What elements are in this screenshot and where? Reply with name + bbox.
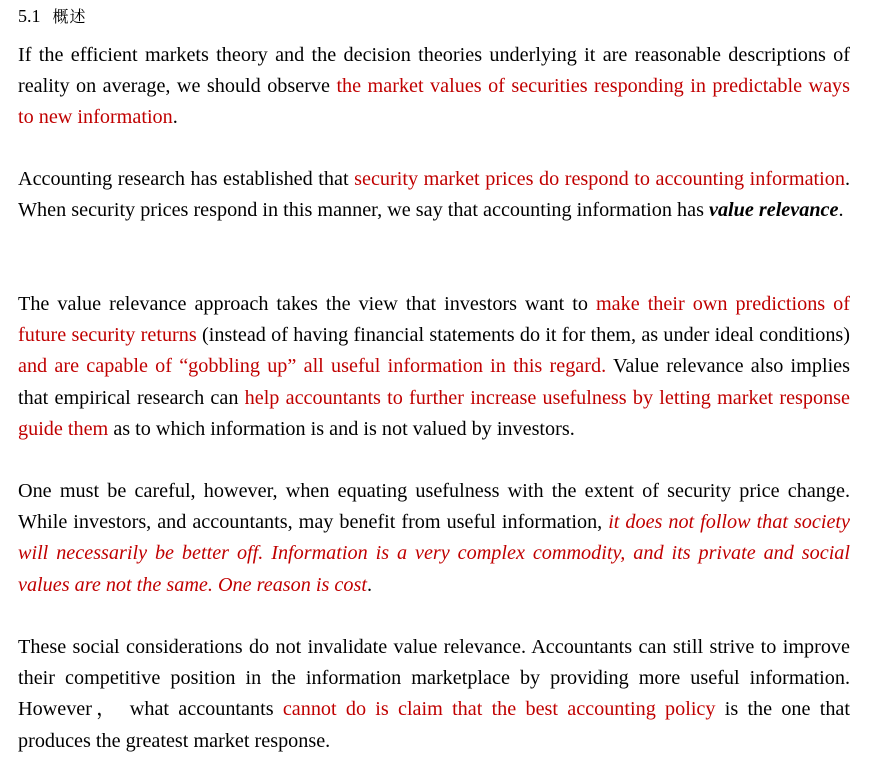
text-segment: Accounting research has established that — [18, 168, 355, 190]
highlighted-text-segment: help accountants to further increase usefulness by letting market response guide them — [18, 386, 850, 440]
text-segment: These social considerations do not invalidate value relevance. Accountants can still strive to improve their competitive position in the information marketplace by providing more useful information. However， what accountants — [18, 636, 850, 721]
text-segment: . — [172, 106, 178, 129]
text-segment: as to which information is and is not valued by investors. — [108, 417, 575, 440]
text-segment: . — [366, 573, 372, 596]
section-heading — [18, 4, 87, 29]
text-segment: . When security prices respond in this manner, we say that accounting information has — [18, 168, 850, 222]
text-segment: One must be careful, however, when equating usefulness with the extent of security price change. While investors, and accountants, may benefit from useful information, — [18, 480, 850, 534]
paragraph — [18, 632, 850, 757]
section-title: 概述 — [52, 7, 87, 26]
highlighted-text-segment: make their own predictions of future security returns — [18, 293, 850, 347]
highlighted-text-segment: and are capable of “gobbling up” all useful information in this regard. — [18, 355, 607, 378]
section-number: 5.1 — [18, 6, 41, 26]
highlighted-text-segment: the market values of securities responding in predictable ways to new information — [18, 75, 850, 129]
paragraph — [18, 164, 850, 226]
highlighted-text-segment: cannot do is claim that the best accounting policy — [282, 698, 716, 721]
text-segment: If the efficient markets theory and the decision theories underlying it are reasonable descriptions of reality on average, we should observe — [18, 44, 850, 98]
highlighted-text-segment: value relevance — [708, 199, 839, 222]
text-segment: is the one that produces the greatest market response. — [18, 698, 850, 752]
paragraph — [18, 40, 850, 134]
highlighted-text-segment: security market prices do respond to accounting information — [354, 168, 845, 190]
paragraph — [18, 476, 850, 601]
highlighted-text-segment: it does not follow that society will necessarily be better off. Information is a very complex commodity, and its private and social values are not the same. One reason is cost — [18, 511, 850, 596]
text-segment: Value relevance also implies that empirical research can — [18, 355, 850, 409]
text-segment: . — [838, 199, 844, 222]
paragraph — [18, 289, 850, 445]
text-segment: The value relevance approach takes the view that investors want to — [18, 293, 596, 315]
text-segment: (instead of having financial statements do it for them, as under ideal conditions) — [196, 324, 850, 347]
